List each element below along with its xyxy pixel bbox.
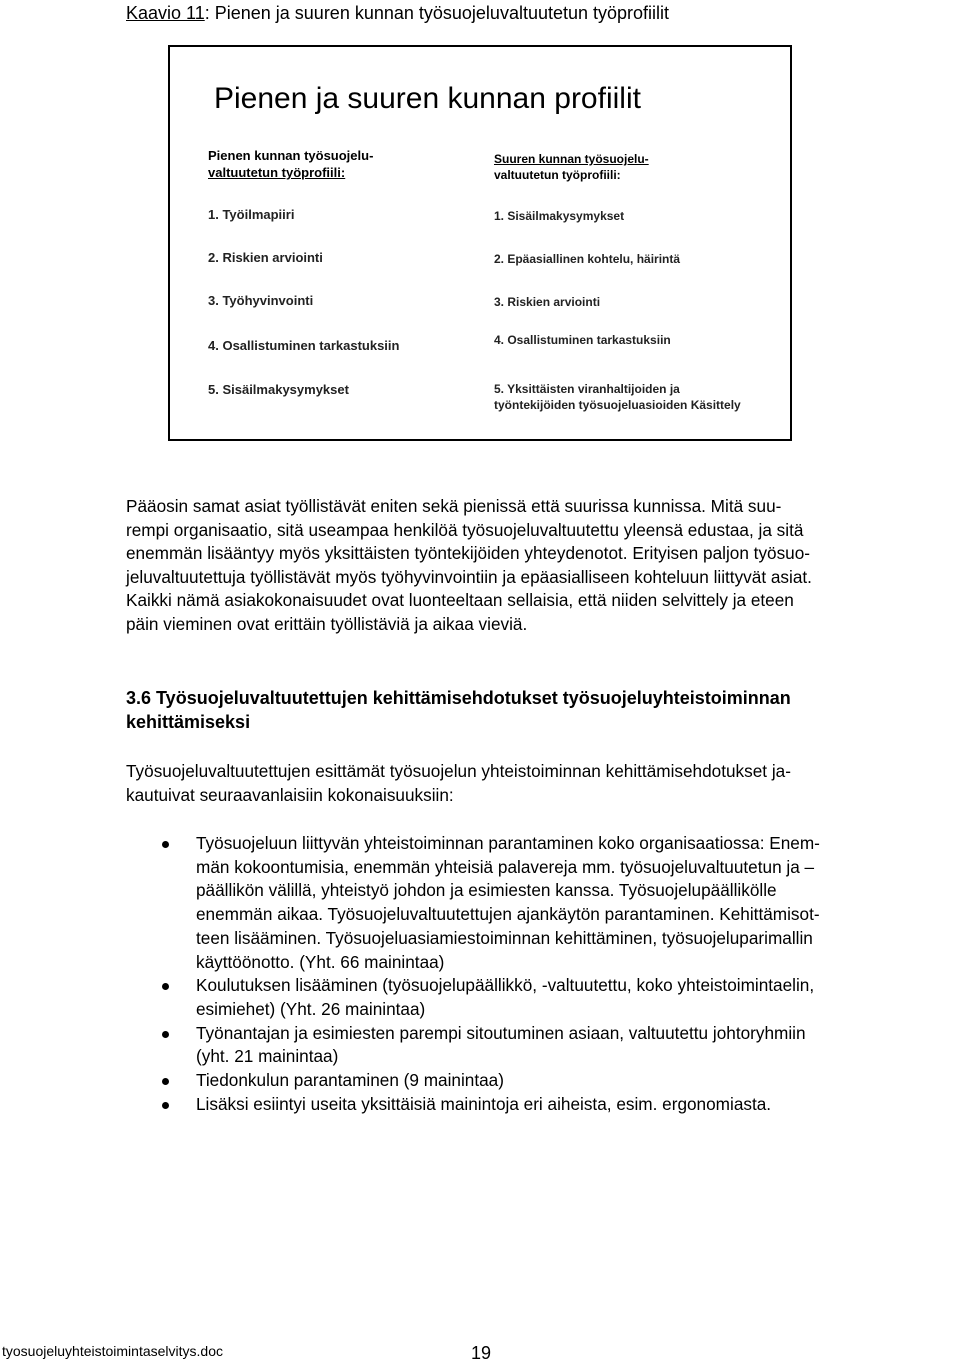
list-item-line: esimiehet) (Yht. 26 mainintaa)	[196, 998, 426, 1019]
large-profile-item: 1. Sisäilmakysymykset	[494, 209, 625, 223]
small-profile-item: 5. Sisäilmakysymykset	[208, 382, 349, 397]
small-profile-item: 1. Työilmapiiri	[208, 207, 295, 222]
list-item	[126, 832, 956, 974]
paragraph-line: Työsuojeluvaltuutettujen esittämät työsuojelun yhteistoiminnan kehittämisehdotukset ja-	[126, 761, 791, 781]
paragraph-line: päin vieminen ovat erittäin työllistäviä ja aikaa vieviä.	[126, 613, 528, 634]
figure-title: Pienen ja suuren kunnan profiilit	[214, 82, 641, 115]
large-profile-item: 4. Osallistuminen tarkastuksiin	[494, 333, 671, 347]
bullet-icon	[162, 1078, 169, 1085]
list-item	[126, 1069, 956, 1093]
page-number: 19	[471, 1343, 492, 1363]
body-paragraph	[126, 495, 960, 637]
list-item-line: käyttöönotto. (Yht. 66 mainintaa)	[196, 951, 445, 972]
suggestion-list	[126, 832, 956, 1116]
paragraph-line: jeluvaltuutettuja työllistävät myös työhyvinvointiin ja epäasialliseen kohteluun liittyvät asiat.	[126, 566, 812, 587]
list-item-line: enemmän aikaa. Työsuojeluvaltuutettujen ajankäytön parantaminen. Kehittämisot-	[196, 904, 820, 925]
list-item	[126, 1093, 956, 1117]
heading-line: valtuutetun työprofiili:	[494, 168, 621, 182]
list-item	[126, 1022, 956, 1069]
bullet-icon	[162, 983, 169, 990]
large-profile-item: 5. Yksittäisten viranhaltijoiden ja työntekijöiden työsuojeluasioiden Käsittely	[494, 382, 741, 412]
list-item-line: teen lisääminen. Työsuojeluasiamiestoiminnan kehittäminen, työsuojeluparimallin	[196, 927, 813, 948]
list-item-line: Lisäksi esiintyi useita yksittäisiä mainintoja eri aiheista, esim. ergonomiasta.	[196, 1093, 772, 1114]
bullet-icon	[162, 1102, 169, 1109]
section-heading	[126, 686, 791, 734]
heading-line: Suuren kunnan työsuojelu-	[494, 152, 649, 166]
list-item-line: Työsuojeluun liittyvän yhteistoiminnan parantaminen koko organisaatiossa: Enem-	[196, 833, 820, 853]
heading-line: kehittämiseksi	[126, 712, 251, 732]
profile-figure	[168, 45, 792, 441]
figure-caption	[126, 2, 669, 24]
paragraph-line: kautuivat seuraavanlaisiin kokonaisuuksiin:	[126, 784, 454, 805]
paragraph-line: Kaikki nämä asiakokonaisuudet ovat luonteeltaan sellaisia, että niiden selvittely ja eteen	[126, 590, 794, 611]
paragraph-line: Pääosin samat asiat työllistävät eniten sekä pienissä että suurissa kunnissa. Mitä suu-	[126, 496, 782, 516]
large-profile-item: 2. Epäasiallinen kohtelu, häirintä	[494, 252, 681, 266]
list-item-line: Koulutuksen lisääminen (työsuojelupäällikkö, -valtuutettu, koko yhteistoimintaelin,	[196, 975, 815, 996]
paragraph-line: enemmän lisääntyy myös yksittäisten työntekijöiden yhteydenotot. Erityisen paljon työsuo-	[126, 543, 811, 564]
footer-filename: tyosuojeluyhteistoimintaselvitys.doc	[2, 1343, 223, 1359]
large-municipality-heading	[494, 151, 649, 183]
list-item-line: päällikön välillä, yhteistyö johdon ja esimiesten kanssa. Työsuojelupäällikölle	[196, 880, 777, 901]
bullet-icon	[162, 1031, 169, 1038]
heading-line: 3.6 Työsuojeluvaltuutettujen kehittämisehdotukset työsuojeluyhteistoiminnan	[126, 688, 791, 708]
caption-prefix: Kaavio 11	[126, 3, 205, 23]
body-paragraph	[126, 760, 960, 807]
list-item-line: män kokoontumisia, enemmän yhteisiä palavereja mm. työsuojeluvaltuutetun ja –	[196, 856, 815, 877]
large-profile-item: 3. Riskien arviointi	[494, 295, 601, 309]
small-profile-item: 2. Riskien arviointi	[208, 250, 323, 265]
bullet-icon	[162, 841, 169, 848]
heading-line: valtuutetun työprofiili:	[208, 165, 346, 180]
caption-text: : Pienen ja suuren kunnan työsuojeluvaltuutetun työprofiilit	[204, 3, 670, 23]
small-profile-item: 3. Työhyvinvointi	[208, 293, 314, 308]
paragraph-line: rempi organisaatio, sitä useampaa henkilöä työsuojeluvaltuutettu yleensä edustaa, ja sitä	[126, 519, 804, 540]
list-item-line: Tiedonkulun parantaminen (9 mainintaa)	[196, 1070, 504, 1091]
small-municipality-heading	[208, 147, 373, 181]
list-item	[126, 974, 956, 1021]
heading-line: Pienen kunnan työsuojelu-	[208, 148, 374, 163]
small-profile-item: 4. Osallistuminen tarkastuksiin	[208, 338, 400, 353]
list-item-line: Työnantajan ja esimiesten parempi sitoutuminen asiaan, valtuutettu johtoryhmiin	[196, 1022, 806, 1043]
list-item-line: (yht. 21 mainintaa)	[196, 1046, 339, 1067]
